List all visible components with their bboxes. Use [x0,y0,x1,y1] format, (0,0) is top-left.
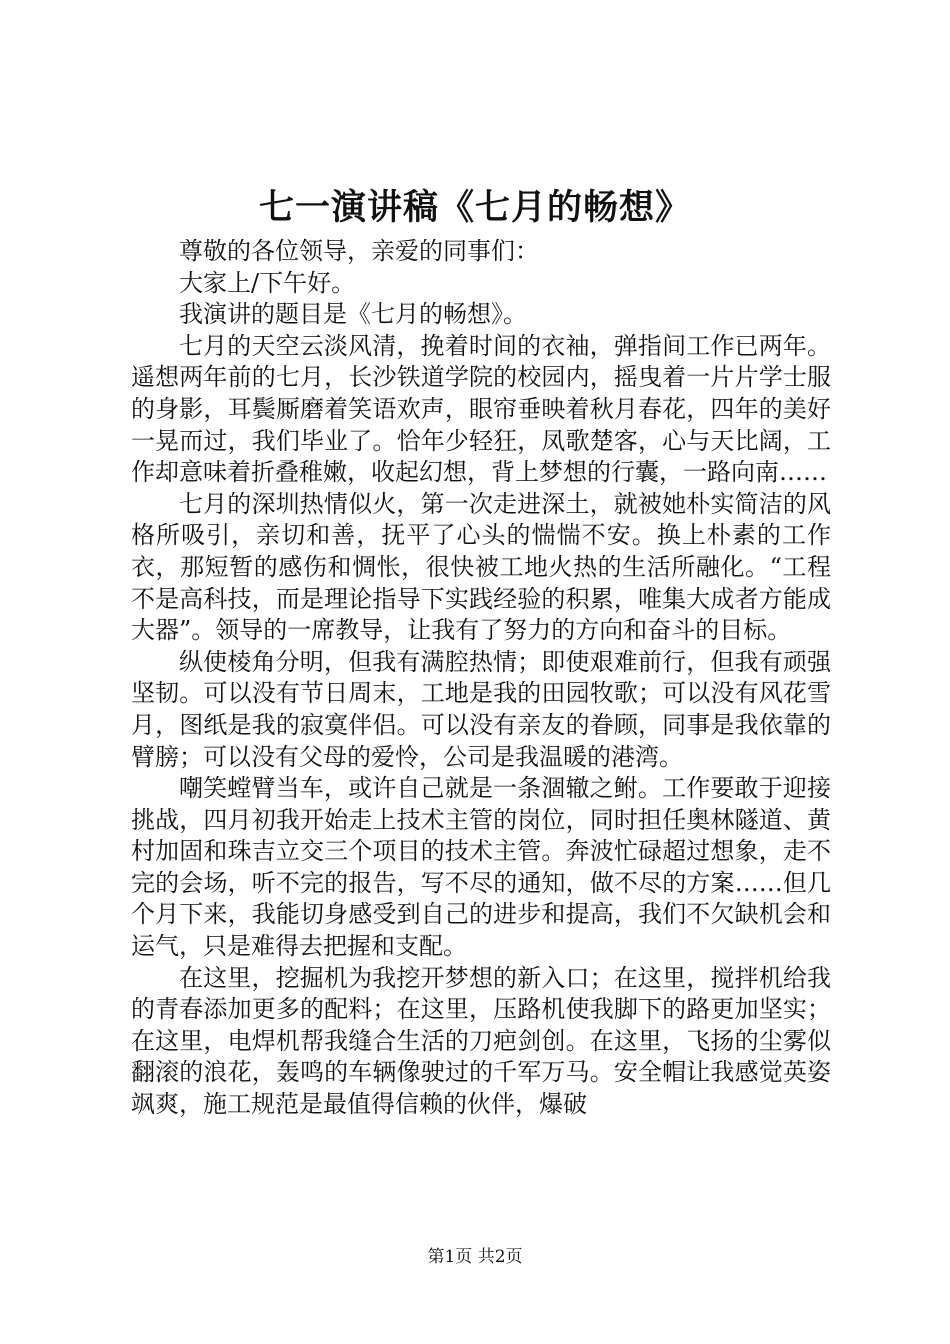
body-paragraph: 嘲笑螳臂当车，或许自己就是一条涸辙之鲋。工作要敢于迎接挑战，四月初我开始走上技术主管的岗位，同时担任奥林隧道、黄村加固和珠吉立交三个项目的技术主管。奔波忙碌超过想象，走不完的会场，听不完的报告，写不尽的通知，做不尽的方案……但几个月下来，我能切身感受到自己的进步和提高，我们不欠缺机会和运气，只是难得去把握和支配。 [131,774,831,961]
body-paragraph: 七月的深圳热情似火，第一次走进深土，就被她朴实简洁的风格所吸引，亲切和善，抚平了心头的惴惴不安。换上朴素的工作衣，那短暂的感伤和惆怅，很快被工地火热的生活所融化。“工程不是高科技，而是理论指导下实践经验的积累，唯集大成者方能成大器”。领导的一席教导，让我有了努力的方向和奋斗的目标。 [131,489,831,645]
body-paragraph: 七月的天空云淡风清，挽着时间的衣袖，弹指间工作已两年。遥想两年前的七月，长沙铁道学院的校园内，摇曳着一片片学士服的身影，耳鬓厮磨着笑语欢声，眼帘垂映着秋月春花，四年的美好一晃而过，我们毕业了。恰年少轻狂，凤歌楚客，心与天比阔，工作却意味着折叠稚嫩，收起幻想，背上梦想的行囊，一路向南…… [131,331,831,487]
document-title: 七一演讲稿《七月的畅想》 [258,187,691,228]
salutation-paragraph: 尊敬的各位领导，亲爱的同事们： [179,237,539,265]
greeting-paragraph: 大家上/下午好。 [179,268,356,297]
page-number-footer: 第1页 共2页 [427,1247,523,1267]
topic-paragraph: 我演讲的题目是《七月的畅想》。 [179,300,527,329]
body-paragraph: 纵使棱角分明，但我有满腔热情；即使艰难前行，但我有顽强坚韧。可以没有节日周末，工地是我的田园牧歌；可以没有风花雪月，图纸是我的寂寞伴侣。可以没有亲友的眷顾，同事是我依靠的臂膀；可以没有父母的爱怜，公司是我温暖的港湾。 [131,647,831,771]
body-paragraph: 在这里，挖掘机为我挖开梦想的新入口；在这里，搅拌机给我的青春添加更多的配料；在这里，压路机使我脚下的路更加坚实；在这里，电焊机帮我缝合生活的刀疤剑创。在这里，飞扬的尘雾似翻滚的浪花，轰鸣的车辆像驶过的千军万马。安全帽让我感觉英姿飒爽，施工规范是最值得信赖的伙伴，爆破 [131,963,831,1119]
document-body [131,236,831,1121]
